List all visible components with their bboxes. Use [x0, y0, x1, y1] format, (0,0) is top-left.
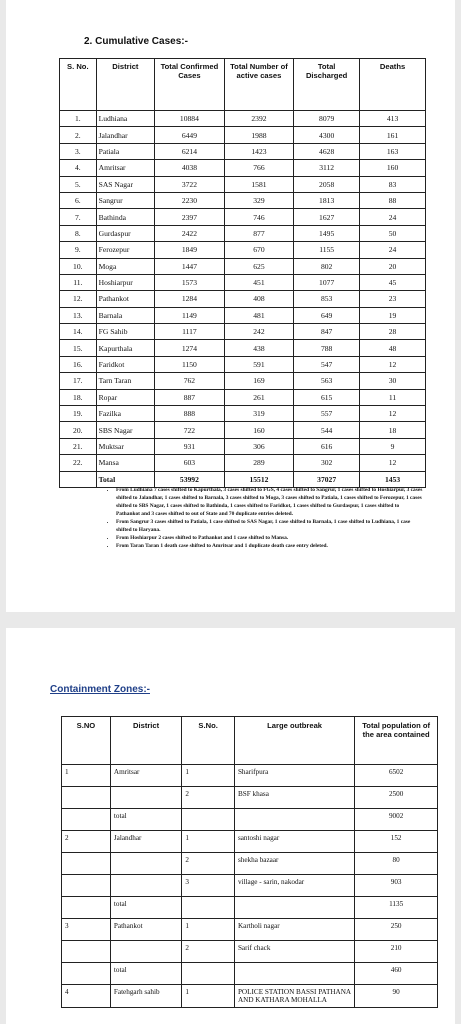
table-row — [60, 340, 426, 356]
table-cell: 903 — [355, 875, 438, 897]
table-row — [60, 373, 426, 389]
table-row — [62, 985, 438, 1008]
table-cell: 438 — [224, 340, 294, 356]
table-cell: 2392 — [224, 111, 294, 127]
column-header: District — [96, 59, 155, 111]
table-cell — [62, 875, 111, 897]
table-cell: 80 — [355, 853, 438, 875]
table-body — [60, 111, 426, 488]
table-header-row — [62, 717, 438, 765]
table-cell — [62, 853, 111, 875]
table-cell: 50 — [360, 225, 426, 241]
table-row — [60, 160, 426, 176]
table-cell: 3722 — [155, 176, 225, 192]
table-row — [62, 787, 438, 809]
table-cell: 408 — [224, 291, 294, 307]
table-cell: 544 — [294, 422, 360, 438]
table-cell: total — [110, 897, 181, 919]
total-cell: Total — [96, 471, 155, 487]
table-cell: santoshi nagar — [234, 831, 354, 853]
table-cell: 2. — [60, 127, 97, 143]
table-cell — [182, 809, 235, 831]
table-cell: 788 — [294, 340, 360, 356]
table-cell: 16. — [60, 356, 97, 372]
table-cell: Hoshiarpur — [96, 274, 155, 290]
table-cell: 19 — [360, 307, 426, 323]
table-cell: FG Sahib — [96, 324, 155, 340]
table-cell: Bathinda — [96, 209, 155, 225]
total-row — [62, 963, 438, 985]
table-cell: 7. — [60, 209, 97, 225]
table-cell: Ludhiana — [96, 111, 155, 127]
table-row — [60, 455, 426, 471]
table-cell: 547 — [294, 356, 360, 372]
table-cell: Gurdaspur — [96, 225, 155, 241]
table-cell — [62, 941, 111, 963]
table-cell: Amritsar — [96, 160, 155, 176]
table-cell: 1988 — [224, 127, 294, 143]
table-header-row — [60, 59, 426, 111]
table-cell: 2 — [182, 853, 235, 875]
table-cell: SAS Nagar — [96, 176, 155, 192]
table-cell: 329 — [224, 192, 294, 208]
table-cell: Jalandhar — [110, 831, 181, 853]
table-cell: 722 — [155, 422, 225, 438]
column-header: Deaths — [360, 59, 426, 111]
table-cell: 1 — [182, 765, 235, 787]
table-cell — [62, 963, 111, 985]
table-cell: 413 — [360, 111, 426, 127]
table-cell: 10884 — [155, 111, 225, 127]
table-cell: 4. — [60, 160, 97, 176]
table-cell: 13. — [60, 307, 97, 323]
table-row — [62, 875, 438, 897]
table-cell: 8079 — [294, 111, 360, 127]
table-cell: 2 — [182, 941, 235, 963]
table-cell: 4300 — [294, 127, 360, 143]
table-cell: 3112 — [294, 160, 360, 176]
table-cell: 161 — [360, 127, 426, 143]
table-cell: 250 — [355, 919, 438, 941]
note-item: • From Ludhiana 7 cases shifted to Kapurthala, 3 cases shifted to FGS, 4 cases shifted to Sangrur, 1 cases shifted to Hoshiarpur, 3 cases shifted to Jalandhar, 1 cases shifted to Barnala, 3 cases shifted to Moga, 3 cases shifted to Patiala, 1 cases shifted to Ferozepur, 1 cases shifted to SBS Nagar, 1 cases shifted to Bathinda, 1 cases shifted to Faridkot, 1 cases shifted to Gurdaspur, 1 cases shifted to Pathankot and 3 cases shifted to out of State and 70 duplicate entries deleted. — [116, 486, 424, 518]
table-cell: 12. — [60, 291, 97, 307]
column-header: District — [110, 717, 181, 765]
table-cell: 1 — [182, 919, 235, 941]
table-cell: 160 — [360, 160, 426, 176]
table-cell: 1274 — [155, 340, 225, 356]
table-cell: 591 — [224, 356, 294, 372]
column-header: Total population of the area contained — [355, 717, 438, 765]
table-cell: Mansa — [96, 455, 155, 471]
column-header: S. No. — [60, 59, 97, 111]
table-cell: total — [110, 963, 181, 985]
table-cell — [110, 875, 181, 897]
table-row — [60, 176, 426, 192]
table-cell: 2500 — [355, 787, 438, 809]
table-cell: 1581 — [224, 176, 294, 192]
table-row — [60, 438, 426, 454]
cumulative-cases-table — [59, 58, 426, 488]
table-cell: 615 — [294, 389, 360, 405]
table-cell: 2 — [182, 787, 235, 809]
table-cell: 2230 — [155, 192, 225, 208]
table-cell: 1573 — [155, 274, 225, 290]
note-item: • From Sangrur 3 cases shifted to Patiala, 1 case shifted to SAS Nagar, 1 case shifted to Barnala, 1 case shifted to Ludhiana, 1 case shifted to Haryana. — [116, 518, 424, 534]
notes-list — [106, 486, 424, 550]
table-cell: 160 — [224, 422, 294, 438]
table-row — [60, 258, 426, 274]
table-cell: 22. — [60, 455, 97, 471]
table-cell: village - sarin, nakodar — [234, 875, 354, 897]
table-cell: 1447 — [155, 258, 225, 274]
column-header: Total Confirmed Cases — [155, 59, 225, 111]
table-cell: 11. — [60, 274, 97, 290]
table-cell: Muktsar — [96, 438, 155, 454]
table-cell: 1077 — [294, 274, 360, 290]
table-cell: 1 — [62, 765, 111, 787]
table-cell: Tarn Taran — [96, 373, 155, 389]
table-cell: 2422 — [155, 225, 225, 241]
table-cell: 18. — [60, 389, 97, 405]
table-cell — [110, 853, 181, 875]
table-cell: Sarif chack — [234, 941, 354, 963]
table-cell: 1 — [182, 985, 235, 1008]
table-cell: 9. — [60, 242, 97, 258]
table-row — [60, 143, 426, 159]
table-cell: 48 — [360, 340, 426, 356]
table-cell — [234, 897, 354, 919]
table-row — [60, 225, 426, 241]
table-row — [60, 422, 426, 438]
column-header: S.NO — [62, 717, 111, 765]
table-cell: 9 — [360, 438, 426, 454]
table-cell: shekha bazaar — [234, 853, 354, 875]
table-cell: 45 — [360, 274, 426, 290]
table-cell: 563 — [294, 373, 360, 389]
table-cell: Pathankot — [110, 919, 181, 941]
table-cell: 1150 — [155, 356, 225, 372]
table-cell: Sangrur — [96, 192, 155, 208]
table-row — [62, 765, 438, 787]
table-cell: 670 — [224, 242, 294, 258]
table-cell: 2397 — [155, 209, 225, 225]
table-cell: 2 — [62, 831, 111, 853]
table-cell: 931 — [155, 438, 225, 454]
table-cell: 766 — [224, 160, 294, 176]
table-cell: Jalandhar — [96, 127, 155, 143]
table-row — [60, 406, 426, 422]
containment-zones-title: Containment Zones:- — [50, 684, 150, 695]
table-cell: 451 — [224, 274, 294, 290]
table-cell: Fatehgarh sahib — [110, 985, 181, 1008]
table-row — [60, 209, 426, 225]
table-cell — [62, 787, 111, 809]
table-cell: 802 — [294, 258, 360, 274]
table-cell: 261 — [224, 389, 294, 405]
table-cell: 302 — [294, 455, 360, 471]
table-cell: 12 — [360, 356, 426, 372]
table-cell: 762 — [155, 373, 225, 389]
total-cell — [60, 471, 97, 487]
table-cell: 17. — [60, 373, 97, 389]
table-cell: 6. — [60, 192, 97, 208]
table-cell: 746 — [224, 209, 294, 225]
table-cell: 163 — [360, 143, 426, 159]
table-cell: Moga — [96, 258, 155, 274]
table-cell: 15. — [60, 340, 97, 356]
total-row — [62, 897, 438, 919]
table-cell: 5. — [60, 176, 97, 192]
table-cell: 1155 — [294, 242, 360, 258]
table-cell: 8. — [60, 225, 97, 241]
table-cell: Barnala — [96, 307, 155, 323]
total-cell: 37027 — [294, 471, 360, 487]
table-cell: 30 — [360, 373, 426, 389]
table-cell: 18 — [360, 422, 426, 438]
table-row — [60, 111, 426, 127]
table-cell: 9002 — [355, 809, 438, 831]
table-cell: 625 — [224, 258, 294, 274]
table-row — [62, 853, 438, 875]
table-cell: 1 — [182, 831, 235, 853]
table-body — [62, 765, 438, 1008]
table-cell: 152 — [355, 831, 438, 853]
table-cell: 557 — [294, 406, 360, 422]
table-cell: 1813 — [294, 192, 360, 208]
table-cell — [62, 809, 111, 831]
table-cell: 481 — [224, 307, 294, 323]
table-cell: 2058 — [294, 176, 360, 192]
table-cell: 1117 — [155, 324, 225, 340]
table-cell: 4 — [62, 985, 111, 1008]
table-cell: 24 — [360, 242, 426, 258]
table-cell: 888 — [155, 406, 225, 422]
table-cell: 12 — [360, 406, 426, 422]
table-cell: 6502 — [355, 765, 438, 787]
table-cell: 853 — [294, 291, 360, 307]
table-cell: 4038 — [155, 160, 225, 176]
table-cell: 877 — [224, 225, 294, 241]
table-cell: 1135 — [355, 897, 438, 919]
table-cell: 28 — [360, 324, 426, 340]
column-header: S.No. — [182, 717, 235, 765]
table-row — [60, 274, 426, 290]
table-cell: 10. — [60, 258, 97, 274]
table-cell: Sharifpura — [234, 765, 354, 787]
table-cell: 169 — [224, 373, 294, 389]
table-cell: 649 — [294, 307, 360, 323]
table-cell — [182, 963, 235, 985]
table-cell: 11 — [360, 389, 426, 405]
table-cell: Amritsar — [110, 765, 181, 787]
column-header: Total Number of active cases — [224, 59, 294, 111]
table-cell: Ropar — [96, 389, 155, 405]
table-cell — [110, 941, 181, 963]
table-row — [60, 127, 426, 143]
table-row — [60, 389, 426, 405]
total-cell: 53992 — [155, 471, 225, 487]
page-2 — [6, 628, 455, 1024]
table-cell: POLICE STATION BASSI PATHANA AND KATHARA MOHALLA — [234, 985, 354, 1008]
table-cell: 6214 — [155, 143, 225, 159]
table-cell: 23 — [360, 291, 426, 307]
table-cell: 1849 — [155, 242, 225, 258]
table-cell: 1149 — [155, 307, 225, 323]
table-cell: 20 — [360, 258, 426, 274]
table-cell: 210 — [355, 941, 438, 963]
table-cell: 3 — [182, 875, 235, 897]
table-cell: Patiala — [96, 143, 155, 159]
table-cell: 19. — [60, 406, 97, 422]
table-cell — [234, 809, 354, 831]
table-row — [60, 192, 426, 208]
table-cell: 90 — [355, 985, 438, 1008]
table-cell: Pathankot — [96, 291, 155, 307]
page-1 — [6, 0, 455, 612]
table-cell: 83 — [360, 176, 426, 192]
table-row — [62, 831, 438, 853]
table-cell — [110, 787, 181, 809]
table-row — [62, 919, 438, 941]
table-cell: 6449 — [155, 127, 225, 143]
table-cell: 24 — [360, 209, 426, 225]
table-cell: Kartholi nagar — [234, 919, 354, 941]
table-cell — [234, 963, 354, 985]
table-cell: SBS Nagar — [96, 422, 155, 438]
table-cell: 20. — [60, 422, 97, 438]
table-cell: 460 — [355, 963, 438, 985]
table-cell: 306 — [224, 438, 294, 454]
total-cell: 15512 — [224, 471, 294, 487]
table-cell: 242 — [224, 324, 294, 340]
column-header: Total Discharged — [294, 59, 360, 111]
table-cell: 14. — [60, 324, 97, 340]
table-cell: 1423 — [224, 143, 294, 159]
table-cell: 3 — [62, 919, 111, 941]
table-cell: 1. — [60, 111, 97, 127]
table-row — [60, 324, 426, 340]
table-cell: 88 — [360, 192, 426, 208]
table-cell: total — [110, 809, 181, 831]
table-cell: 3. — [60, 143, 97, 159]
table-cell: 1495 — [294, 225, 360, 241]
note-item: • From Taran Taran 1 death case shifted to Amritsar and 1 duplicate death case entry deleted. — [116, 542, 424, 550]
table-cell: 1627 — [294, 209, 360, 225]
table-cell: 887 — [155, 389, 225, 405]
table-cell: Faridkot — [96, 356, 155, 372]
table-cell — [62, 897, 111, 919]
note-item: • From Hoshiarpur 2 cases shifted to Pathankot and 1 case shifted to Mansa. — [116, 534, 424, 542]
table-row — [60, 356, 426, 372]
cumulative-cases-title: 2. Cumulative Cases:- — [84, 36, 188, 47]
table-cell: Kapurthala — [96, 340, 155, 356]
table-cell: 1284 — [155, 291, 225, 307]
table-cell: Fazilka — [96, 406, 155, 422]
table-cell: 847 — [294, 324, 360, 340]
total-row — [62, 809, 438, 831]
table-cell: 603 — [155, 455, 225, 471]
table-row — [60, 307, 426, 323]
containment-zones-table — [61, 716, 438, 1008]
table-cell: 21. — [60, 438, 97, 454]
column-header: Large outbreak — [234, 717, 354, 765]
table-row — [60, 242, 426, 258]
table-cell: 289 — [224, 455, 294, 471]
table-row — [60, 291, 426, 307]
table-cell: 4628 — [294, 143, 360, 159]
table-cell: Ferozepur — [96, 242, 155, 258]
table-cell — [182, 897, 235, 919]
table-cell: 319 — [224, 406, 294, 422]
table-cell: 12 — [360, 455, 426, 471]
table-row — [62, 941, 438, 963]
table-cell: 616 — [294, 438, 360, 454]
total-cell: 1453 — [360, 471, 426, 487]
table-cell: BSF khasa — [234, 787, 354, 809]
